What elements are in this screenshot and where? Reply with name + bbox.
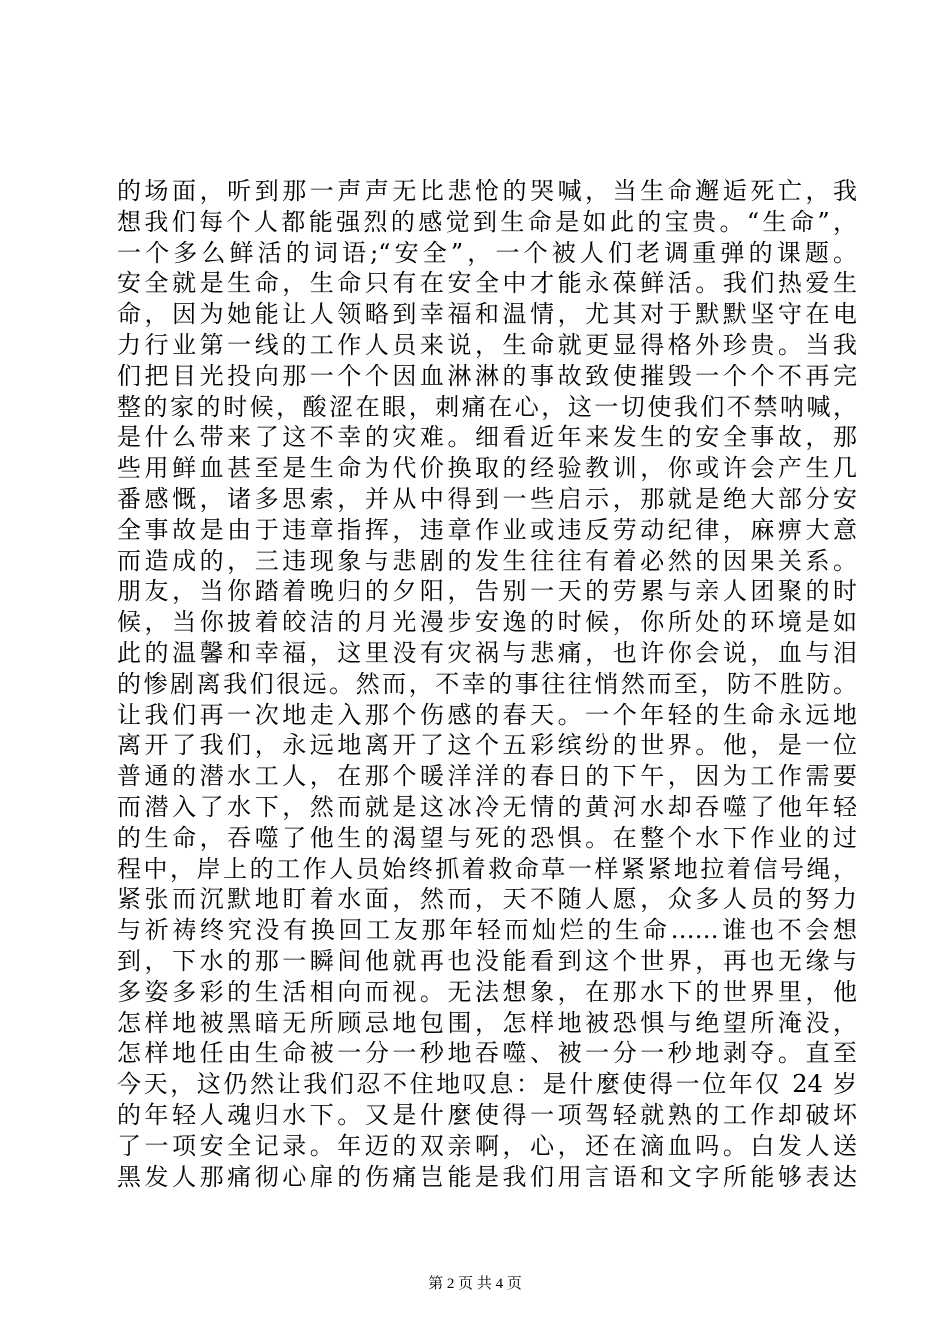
text-line: 是什么带来了这不幸的灾难。细看近年来发生的安全事故，那: [117, 423, 857, 452]
body-text: [117, 176, 857, 1192]
text-line: 普通的潜水工人，在那个暖洋洋的春日的下午，因为工作需要: [117, 762, 857, 791]
text-line: 而潜入了水下，然而就是这冰冷无情的黄河水却吞噬了他年轻: [117, 792, 857, 821]
text-line: 想我们每个人都能强烈的感觉到生命是如此的宝贵。“生命”，: [117, 207, 857, 236]
text-line: 让我们再一次地走入那个伤感的春天。一个年轻的生命永远地: [117, 700, 857, 729]
text-line: 怎样地任由生命被一分一秒地吞噬、被一分一秒地剥夺。直至: [117, 1039, 857, 1068]
text-line: 程中，岸上的工作人员始终抓着救命草一样紧紧地拉着信号绳，: [117, 854, 857, 883]
text-line: 了一项安全记录。年迈的双亲啊，心，还在滴血吗。白发人送: [117, 1131, 857, 1160]
text-line: 安全就是生命，生命只有在安全中才能永葆鲜活。我们热爱生: [117, 269, 857, 298]
text-line: 紧张而沉默地盯着水面，然而，天不随人愿，众多人员的努力: [117, 885, 857, 914]
text-line: 一个多么鲜活的词语;“安全”，一个被人们老调重弹的课题。: [117, 238, 857, 267]
text-line: 的场面，听到那一声声无比悲怆的哭喊，当生命邂逅死亡，我: [117, 177, 857, 205]
text-line: 今天，这仍然让我们忍不住地叹息：是什麼使得一位年仅 24 岁: [117, 1070, 857, 1099]
text-line: 的生命，吞噬了他生的渴望与死的恐惧。在整个水下作业的过: [117, 823, 857, 852]
text-line: 全事故是由于违章指挥，违章作业或违反劳动纪律，麻痹大意: [117, 515, 857, 544]
text-line: 而造成的，三违现象与悲剧的发生往往有着必然的因果关系。: [117, 546, 857, 575]
text-line: 朋友，当你踏着晚归的夕阳，告别一天的劳累与亲人团聚的时: [117, 577, 857, 606]
text-line: 怎样地被黑暗无所顾忌地包围，怎样地被恐惧与绝望所淹没，: [117, 1008, 857, 1037]
text-line: 的惨剧离我们很远。然而，不幸的事往往悄然而至，防不胜防。: [117, 669, 857, 698]
text-line: 番感慨，诸多思索，并从中得到一些启示，那就是绝大部分安: [117, 484, 857, 513]
text-line: 多姿多彩的生活相向而视。无法想象，在那水下的世界里，他: [117, 977, 857, 1006]
text-line: 的年轻人魂归水下。又是什麼使得一项驾轻就熟的工作却破坏: [117, 1100, 857, 1129]
text-line: 些用鲜血甚至是生命为代价换取的经验教训，你或许会产生几: [117, 454, 857, 483]
page-footer: 第 2 页 共 4 页: [428, 1276, 522, 1292]
text-line: 黑发人那痛彻心扉的伤痛岂能是我们用言语和文字所能够表达: [117, 1162, 857, 1191]
text-line: 们把目光投向那一个个因血淋淋的事故致使摧毁一个个不再完: [117, 361, 857, 390]
text-line: 整的家的时候，酸涩在眼，刺痛在心，这一切使我们不禁呐喊，: [117, 392, 857, 421]
text-line: 候，当你披着皎洁的月光漫步安逸的时候，你所处的环境是如: [117, 608, 857, 637]
text-line: 此的温馨和幸福，这里没有灾祸与悲痛，也许你会说，血与泪: [117, 638, 857, 667]
text-line: 离开了我们，永远地离开了这个五彩缤纷的世界。他，是一位: [117, 731, 857, 760]
text-line: 力行业第一线的工作人员来说，生命就更显得格外珍贵。当我: [117, 330, 857, 359]
text-line: 与祈祷终究没有换回工友那年轻而灿烂的生命……谁也不会想: [117, 916, 857, 945]
text-line: 命，因为她能让人领略到幸福和温情，尤其对于默默坚守在电: [117, 300, 857, 329]
text-line: 到，下水的那一瞬间他就再也没能看到这个世界，再也无缘与: [117, 946, 857, 975]
